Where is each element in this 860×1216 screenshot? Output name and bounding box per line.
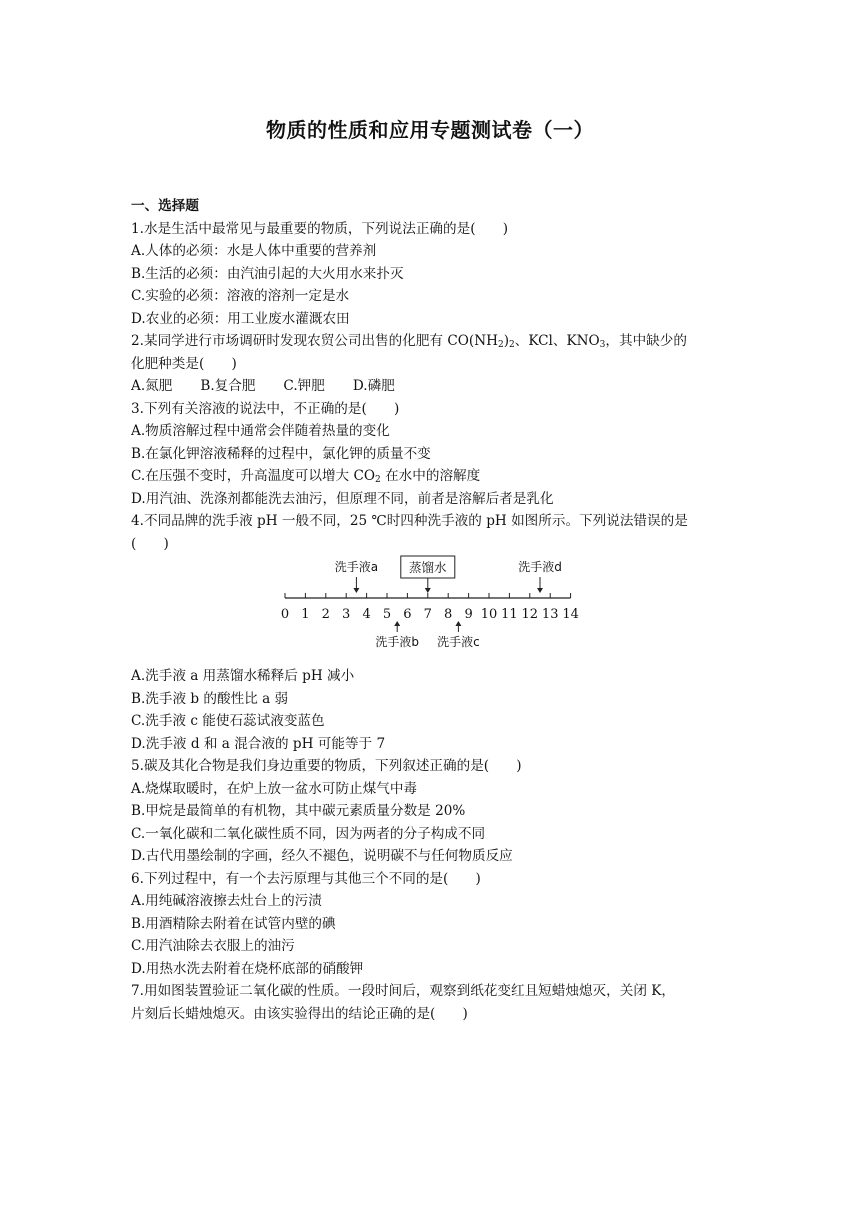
section-heading: 一、选择题 — [131, 198, 199, 214]
q1-option-b: B.生活的必须：由汽油引起的大火用水来扑灭 — [131, 265, 404, 282]
marker-label-0: 洗手液a — [334, 560, 379, 574]
marker-label-2: 洗手液b — [375, 635, 420, 649]
q2-options — [131, 375, 741, 398]
ph-tick-label-11: 11 — [501, 607, 518, 622]
q5-option-d: D.古代用墨绘制的字画，经久不褪色，说明碳不与任何物质反应 — [131, 848, 513, 864]
ph-tick-label-9: 9 — [464, 607, 473, 622]
question-list — [131, 195, 741, 1025]
ph-tick-label-14: 14 — [562, 607, 579, 622]
q3-option-c: C.在压强不变时，升高温度可以增大 $CO_2$ 在水中的溶解度 — [131, 468, 481, 485]
ph-tick-label-2: 2 — [321, 607, 330, 622]
ph-tick-label-5: 5 — [382, 607, 392, 622]
q5-stem: 5.碳及其化合物是我们身边重要的物质，下列叙述正确的是( ) — [131, 758, 522, 774]
q2-option-d: D.磷肥 — [352, 378, 395, 394]
ph-tick-label-10: 10 — [480, 607, 498, 622]
ph-tick-label-8: 8 — [444, 607, 453, 622]
ph-tick-label-3: 3 — [342, 607, 351, 622]
q4-option-d: D.洗手液 d 和 a 混合液的 pH 可能等于 7 — [131, 735, 386, 752]
ph-tick-label-13: 13 — [541, 607, 559, 622]
ph-tick-label-1: 1 — [301, 607, 310, 622]
water-label: 蒸馏水 — [409, 560, 447, 575]
ph-tick-label-0: 0 — [280, 607, 290, 622]
q6-stem: 6.下列过程中，有一个去污原理与其他三个不同的是( ) — [131, 870, 481, 887]
page-title: 物质的性质和应用专题测试卷（一） — [266, 118, 594, 142]
ph-tick-label-12: 12 — [521, 607, 539, 622]
marker-label-1: 洗手液d — [518, 560, 562, 574]
q6-option-a: A.用纯碱溶液擦去灶台上的污渍 — [131, 893, 322, 909]
q6-option-d: D.用热水洗去附着在烧杯底部的硝酸钾 — [131, 960, 364, 977]
q3-stem: 3.下列有关溶液的说法中，不正确的是( ) — [131, 400, 400, 417]
q2-stem: 2.某同学进行市场调研时发现农贸公司出售的化肥有 $CO(NH_2)_2$、KCl、$KNO_3$，其中缺少的 — [131, 333, 687, 350]
marker-arrow-head-1 — [537, 588, 543, 593]
q5-option-a: A.烧煤取暖时，在炉上放一盆水可防止煤气中毒 — [131, 780, 418, 797]
q7-stem: 7.用如图装置验证二氧化碳的性质。一段时间后，观察到纸花变红且短蜡烛熄灭，关闭 K， — [131, 983, 676, 999]
q4-option-a: A.洗手液 a 用蒸馏水稀释后 pH 减小 — [131, 668, 355, 684]
q7-stem-line2: 片刻后长蜡烛熄灭。由该实验得出的结论正确的是( ) — [131, 1005, 468, 1022]
q3-option-b: B.在氯化钾溶液稀释的过程中，氯化钾的质量不变 — [131, 445, 431, 462]
q3-option-d: D.用汽油、洗涤剂都能洗去油污，但原理不同，前者是溶解后者是乳化 — [131, 490, 554, 507]
ph-scale-figure — [131, 555, 741, 665]
q2-option-a: A.氮肥 — [131, 378, 173, 394]
q4-stem: 4.不同品牌的洗手液 pH 一般不同，25 ℃时四种洗手液的 pH 如图所示。下列说法错误的是 — [131, 513, 688, 529]
q4-option-b: B.洗手液 b 的酸性比 a 弱 — [131, 690, 289, 707]
water-arrow-head — [425, 588, 431, 593]
q4-stem-line2: ( ) — [131, 535, 169, 552]
q3-option-a: A.物质溶解过程中通常会伴随着热量的变化 — [131, 423, 390, 439]
q1-option-c: C.实验的必须：溶液的溶剂一定是水 — [131, 288, 350, 304]
q1-option-a: A.人体的必须：水是人体中重要的营养剂 — [131, 243, 377, 259]
ph-tick-label-4: 4 — [362, 607, 371, 622]
q5-option-b: B.甲烷是最简单的有机物，其中碳元素质量分数是 20% — [131, 803, 466, 819]
q1-option-d: D.农业的必须：用工业废水灌溉农田 — [131, 310, 350, 327]
q2-option-c: C.钾肥 — [283, 378, 325, 394]
q6-option-b: B.用酒精除去附着在试管内壁的碘 — [131, 915, 336, 932]
q4-option-c: C.洗手液 c 能使石蕊试液变蓝色 — [131, 713, 325, 729]
ph-tick-label-7: 7 — [423, 607, 432, 622]
q1-stem: 1.水是生活中最常见与最重要的物质，下列说法正确的是( ) — [131, 220, 509, 237]
q5-option-c: C.一氧化碳和二氧化碳性质不同，因为两者的分子构成不同 — [131, 825, 486, 842]
marker-label-3: 洗手液c — [437, 635, 480, 649]
q2-option-b: B.复合肥 — [200, 378, 256, 394]
marker-arrow-head-0 — [353, 588, 359, 593]
q6-option-c: C.用汽油除去衣服上的油污 — [131, 938, 295, 954]
ph-scale-diagram — [277, 555, 597, 665]
ph-tick-label-6: 6 — [403, 607, 412, 622]
q2-stem-line2: 化肥种类是( ) — [131, 355, 237, 372]
